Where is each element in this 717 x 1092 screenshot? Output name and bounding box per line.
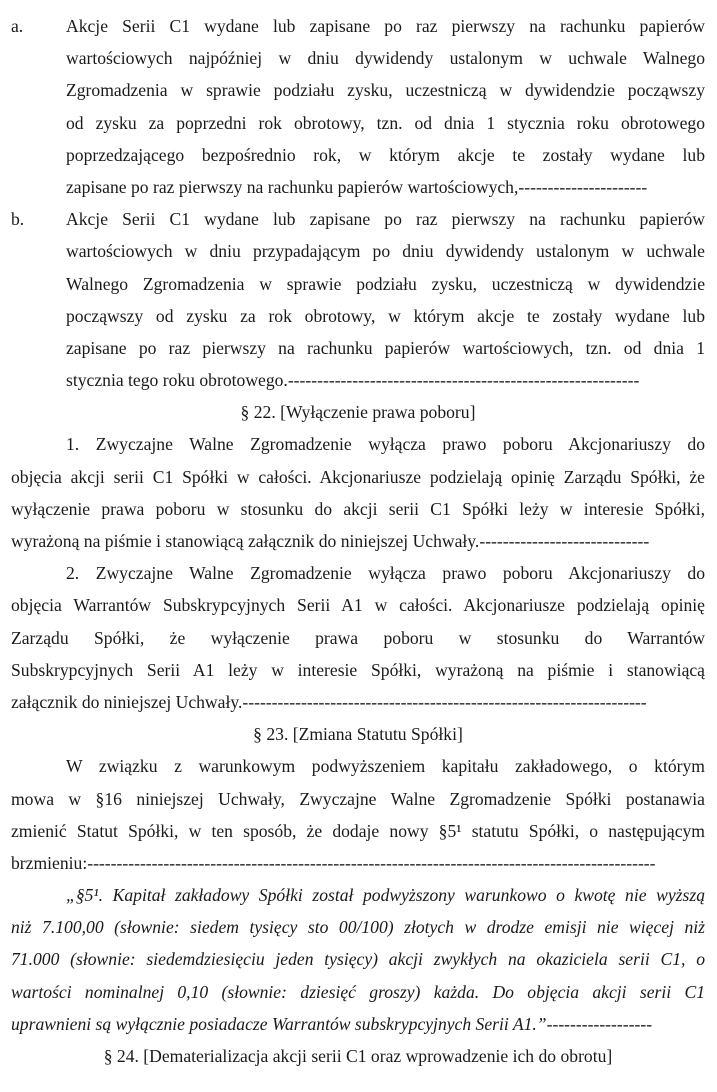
quoted-statute-text [11,879,705,1040]
text-line: uprawnieni są wyłącznie posiadacze Warrantów subskrypcyjnych Serii A1.”------------------ [11,1013,653,1034]
section-heading: § 24. [Dematerializacja akcji serii C1 oraz wprowadzenie ich do obrotu] [103,1046,613,1066]
section-heading: § 22. [Wyłączenie prawa poboru] [240,402,476,423]
text-line: niż 7.100,00 (słownie: siedem tysięcy sto 00/100) złotych w drodze emisji nie więcej niż [11,917,705,938]
document-page [11,10,705,1072]
text-line: wyłączenie prawa poboru w stosunku do akcji serii C1 Spółki leży w interesie Spółki, [11,498,705,519]
text-line: Zgromadzenia w sprawie podziału zysku, uczestniczą w dywidendzie począwszy [66,80,705,101]
text-line: zapisane po raz pierwszy na rachunku papierów wartościowych,---------------------- [66,176,648,197]
paragraph [11,750,705,879]
text-line: brzmieniu:------------------------------------------------------------------------------------------------- [11,852,656,873]
text-line: poprzedzającego bezpośrednio rok, w którym akcje te zostały wydane lub [66,144,705,165]
text-line: zapisane po raz pierwszy na rachunku papierów wartościowych, tzn. od dnia 1 [66,337,705,358]
text-line: stycznia tego roku obrotowego.------------------------------------------------------------ [66,370,640,391]
list-marker: a. [11,16,24,36]
section-heading: § 23. [Zmiana Statutu Spółki] [253,724,463,745]
list-marker: b. [11,209,25,230]
text-line: wartościowych najpóźniej w dniu dywidendy ustalonym w uchwale Walnego [66,48,705,69]
text-line: zmienić Statut Spółki, w ten sposób, że dodaje nowy §5¹ statutu Spółki, o następującym [11,820,705,841]
text-line: wyrażoną na piśmie i stanowiącą załącznik do niniejszej Uchwały.----------------------------- [11,531,650,551]
text-line: Subskrypcyjnych Serii A1 leży w interesie Spółki, wyrażoną na piśmie i stanowiącą [11,659,705,680]
text-line: wartości nominalnej 0,10 (słownie: dziesięć groszy) każda. Do objęcia akcji serii C1 [11,981,705,1002]
text-line: począwszy od zysku za rok obrotowy, w którym akcje te zostały wydane lub [66,305,705,326]
list-item-a [11,10,705,203]
text-line: 2. Zwyczajne Walne Zgromadzenie wyłącza prawo poboru Akcjonariuszy do [66,563,705,584]
paragraph [11,557,705,718]
text-line: Akcje Serii C1 wydane lub zapisane po raz pierwszy na rachunku papierów [66,16,705,36]
text-line: W związku z warunkowym podwyższeniem kapitału zakładowego, o którym [66,756,705,777]
text-line: załącznik do niniejszej Uchwały.--------------------------------------------------------------------- [11,691,647,712]
text-line: Zarządu Spółki, że wyłączenie prawa poboru w stosunku do Warrantów [11,627,705,648]
text-line: Walnego Zgromadzenia w sprawie podziału zysku, uczestniczą w dywidendzie [66,273,705,294]
text-line: objęcia Warrantów Subskrypcyjnych Serii A1 w całości. Akcjonariusze podzielają opinię [11,595,705,616]
text-line: Akcje Serii C1 wydane lub zapisane po raz pierwszy na rachunku papierów [66,209,705,230]
text-line: 71.000 (słownie: siedemdziesięciu jeden tysięcy) akcji zwykłych na okaziciela serii C1, o [11,949,705,970]
text-line: mowa w §16 niniejszej Uchwały, Zwyczajne Walne Zgromadzenie Spółki postanawia [11,788,705,809]
list-item-b [11,203,705,396]
text-line: objęcia akcji serii C1 Spółki w całości. Akcjonariusze podzielają opinię Zarządu Spółki, że [11,466,705,487]
paragraph [11,428,705,557]
text-line: od zysku za poprzedni rok obrotowy, tzn. od dnia 1 stycznia roku obrotowego [66,112,705,133]
text-line: wartościowych w dniu przypadającym po dniu dywidendy ustalonym w uchwale [66,241,705,262]
text-line: „§5¹. Kapitał zakładowy Spółki został podwyższony warunkowo o kwotę nie wyższą [66,885,705,906]
text-line: 1. Zwyczajne Walne Zgromadzenie wyłącza prawo poboru Akcjonariuszy do [66,434,705,455]
